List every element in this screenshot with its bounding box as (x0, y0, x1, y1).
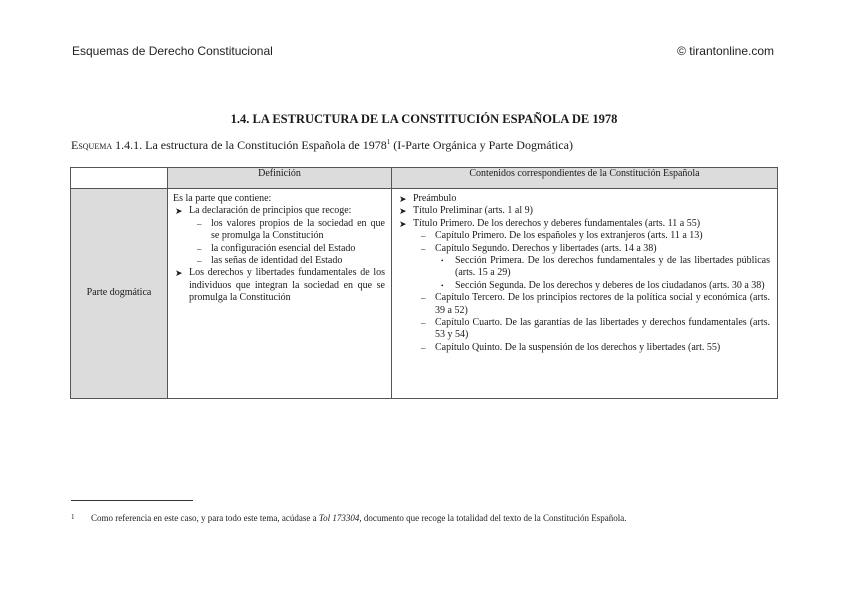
running-header-left: Esquemas de Derecho Constitucional (72, 44, 273, 58)
definition-item: ➤ La declaración de principios que recoge: (175, 205, 352, 217)
contents-item-seccion-primera: • Sección Primera. De los derechos fundamentales y de las libertades públicas (arts. 15 a 29) (441, 255, 770, 279)
bullet-icon: • (441, 257, 444, 266)
contents-item-capitulo-primero: – Capítulo Primero. De los españoles y los extranjeros (arts. 11 a 13) (421, 230, 703, 242)
structure-table (70, 167, 778, 399)
footnote-separator (71, 500, 193, 501)
definition-cell (168, 189, 392, 399)
dash-icon: – (421, 342, 426, 353)
table-header-row (71, 168, 778, 189)
contents-item-titulo-preliminar: ➤ Título Preliminar (arts. 1 al 9) (399, 205, 533, 217)
arrow-icon: ➤ (399, 206, 407, 217)
arrow-icon: ➤ (175, 268, 183, 279)
header-contents: Contenidos correspondientes de la Constitución Española (392, 168, 778, 189)
definition-subitem: – las señas de identidad del Estado (197, 255, 343, 267)
contents-item-capitulo-segundo: – Capítulo Segundo. Derechos y libertades (arts. 14 a 38) (421, 242, 657, 254)
contents-item-preambulo: ➤ Preámbulo (399, 193, 457, 204)
scheme-label: Esquema (71, 138, 113, 152)
arrow-icon: ➤ (175, 206, 183, 217)
arrow-icon: ➤ (399, 194, 407, 204)
scheme-suffix: (I-Parte Orgánica y Parte Dogmática) (390, 138, 573, 152)
footnote-number: 1 (71, 513, 75, 521)
dash-icon: – (421, 231, 426, 242)
contents-item-seccion-segunda: • Sección Segunda. De los derechos y deberes de los ciudadanos (arts. 30 a 38) (441, 279, 765, 291)
bullet-icon: • (441, 281, 444, 290)
dash-icon: – (197, 218, 202, 229)
dash-icon: – (421, 318, 426, 329)
table-row (71, 189, 778, 399)
scheme-caption (71, 138, 573, 153)
dash-icon: – (421, 243, 426, 254)
header-definition: Definición (168, 168, 392, 189)
row-label: Parte dogmática (71, 189, 168, 399)
footnote: 1 Como referencia en este caso, y para todo este tema, acúdase a Tol 173304, documento que recoge la totalidad del texto de la Constitución Española. (71, 513, 627, 523)
contents-item-titulo-primero: ➤ Título Primero. De los derechos y deberes fundamentales (arts. 11 a 55) (399, 217, 701, 229)
dash-icon: – (197, 243, 202, 254)
contents-item-capitulo-cuarto: – Capítulo Cuarto. De las garantías de las libertades y derechos fundamentales (arts. 53 y 54) (421, 317, 770, 341)
contents-item-capitulo-quinto: – Capítulo Quinto. De la suspensión de los derechos y libertades (art. 55) (421, 341, 721, 353)
table-corner-cell (71, 168, 168, 189)
contents-item-capitulo-tercero: – Capítulo Tercero. De los principios rectores de la política social y económica (arts. 39 a 52) (421, 292, 770, 316)
footnote-reference[interactable]: 1 (386, 138, 391, 146)
arrow-icon: ➤ (399, 218, 407, 229)
dash-icon: – (421, 293, 426, 304)
definition-subitem: – la configuración esencial del Estado (197, 242, 356, 254)
scheme-text: 1.4.1. La estructura de la Constitución Española de 1978 (115, 138, 387, 152)
contents-cell (392, 189, 778, 399)
running-header-right: © tirantonline.com (677, 44, 774, 58)
section-title: 1.4. LA ESTRUCTURA DE LA CONSTITUCIÓN ESPAÑOLA DE 1978 (230, 112, 618, 126)
footnote-reference-link[interactable]: Tol 173304 (318, 513, 360, 523)
definition-intro: Es la parte que contiene: (173, 193, 272, 204)
definition-item: ➤ Los derechos y libertades fundamentales de los individuos que integran la sociedad en que se promulga la Constitución (175, 267, 385, 304)
definition-subitem: – los valores propios de la sociedad en que se promulga la Constitución (197, 217, 385, 242)
dash-icon: – (197, 256, 202, 267)
